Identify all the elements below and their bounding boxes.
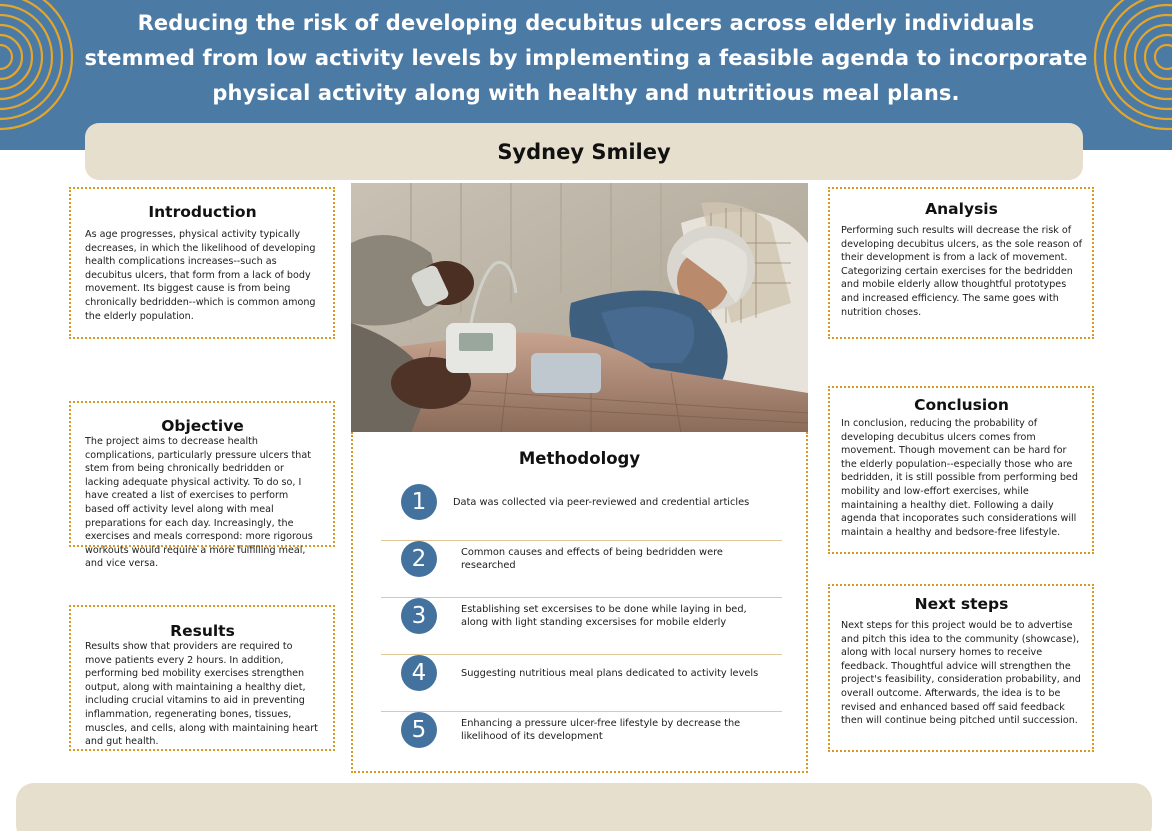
methodology-step-4 xyxy=(381,655,782,712)
methodology-step-2 xyxy=(381,541,782,598)
analysis-heading: Analysis xyxy=(925,200,998,218)
next-steps-body: Next steps for this project would be to advertise and pitch this idea to the community (showcase), along with local nursery homes to receive feedback. Thoughtful advice will strengthen the project's feasibility, consideration probability, and overall outcome. Afterwards, the idea is to be revised and enhanced based off said feedback then will continue being pitched until succession. xyxy=(841,620,1081,727)
next-steps-heading: Next steps xyxy=(914,595,1009,613)
conclusion-heading: Conclusion xyxy=(914,396,1009,414)
step-number-1: 1 xyxy=(401,484,437,520)
methodology-step-1 xyxy=(381,484,782,541)
elderly-patient-blood-pressure-image xyxy=(351,183,808,433)
decorative-rings-left xyxy=(0,0,75,132)
author-bar xyxy=(85,123,1083,180)
analysis-body: Performing such results will decrease the risk of developing decubitus ulcers, as the sole reason of their development is from a lack of movement. Categorizing certain exercises for the bedridden and mobile elderly allow thoughtful prototypes and increased efficiency. The same goes with nutrition choses. xyxy=(841,225,1083,318)
conclusion-body: In conclusion, reducing the probability of developing decubitus ulcers comes from movement. Though movement can be hard for the elderly population--especially those who are bedridden, it is still possible from performing bed mobility and low-effort exercises, while maintaining a healthy diet. Following a daily agenda that incoporates such considerations will maintain a healthy and bedsore-free lifestyle. xyxy=(841,418,1078,538)
step-text-1: Data was collected via peer-reviewed and credential articles xyxy=(453,496,750,508)
step-number-5: 5 xyxy=(401,712,437,748)
step-number-2: 2 xyxy=(401,541,437,577)
step-text-4: Suggesting nutritious meal plans dedicated to activity levels xyxy=(461,667,759,679)
results-body: Results show that providers are required to move patients every 2 hours. In addition, performing bed mobility exercises strengthen output, along with maintaining a healthy diet, including crucial vitamins to aid in preventing inflammation, regenerating bones, tissues, muscles, and cells, along with maintaining heart and gut health. xyxy=(85,641,318,748)
introduction-section xyxy=(69,187,335,339)
next-steps-section xyxy=(828,584,1094,752)
author-name: Sydney Smiley xyxy=(497,139,671,164)
step-number-4: 4 xyxy=(401,655,437,691)
footer-bar xyxy=(16,783,1152,831)
conclusion-section xyxy=(828,386,1094,554)
methodology-step-3 xyxy=(381,598,782,655)
objective-section xyxy=(69,401,335,570)
introduction-body: As age progresses, physical activity typically decreases, in which the likelihood of developing health complications increases--such as decubitus ulcers, that form from a lack of body movement. Its biggest cause is from being chronically bedridden--which is common among the elderly population. xyxy=(85,229,316,322)
step-text-3: Establishing set excersises to be done while laying in bed, along with light standing excersises for mobile elderly xyxy=(461,604,747,628)
results-section xyxy=(69,605,335,751)
introduction-heading: Introduction xyxy=(148,203,257,221)
methodology-step-5 xyxy=(381,712,782,769)
patient-photo xyxy=(351,183,808,433)
methodology-section xyxy=(351,432,808,773)
step-number-3: 3 xyxy=(401,598,437,634)
analysis-section xyxy=(828,187,1094,339)
step-text-2: Common causes and effects of being bedridden were researched xyxy=(461,547,723,571)
objective-body: The project aims to decrease health complications, particularly pressure ulcers that stem from being chronically bedridden or lacking adequate physical activity. To do so, I have created a list of exercises to perform based off activity level along with meal preparations for each day. Increasingly, the exercises and meals correspond: more rigorous workouts would require a more fulfilling meal, and vice versa. xyxy=(85,436,313,570)
poster-title: Reducing the risk of developing decubitus ulcers across elderly individuals stemmed from low activity levels by implementing a feasible agenda to incorporate physical activity along with healthy and nutritious meal plans. xyxy=(84,11,1088,105)
decorative-rings-right xyxy=(1092,0,1172,132)
step-text-5: Enhancing a pressure ulcer-free lifestyle by decrease the likelihood of its development xyxy=(461,718,741,742)
results-heading: Results xyxy=(170,622,235,640)
objective-heading: Objective xyxy=(161,417,244,435)
methodology-heading: Methodology xyxy=(518,449,641,468)
